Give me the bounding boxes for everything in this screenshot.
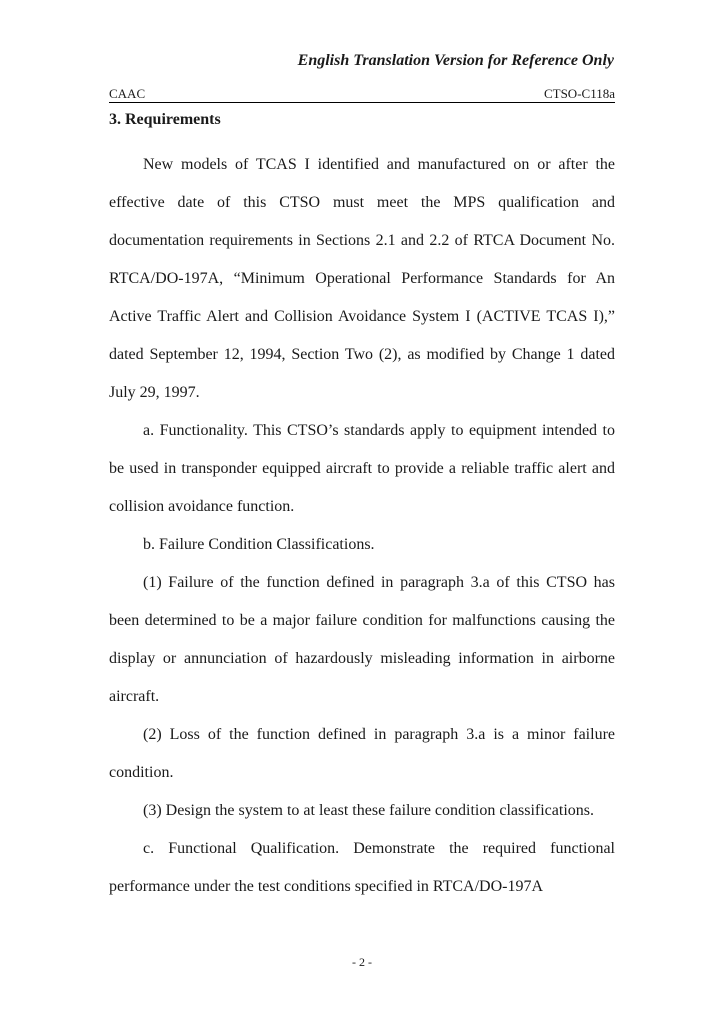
running-header: [109, 86, 615, 102]
paragraph-failure-classifications: b. Failure Condition Classifications.: [143, 536, 375, 553]
paragraph-failure-minor: (2) Loss of the function defined in paragraph 3.a is a minor failure condition.: [109, 726, 615, 781]
header-document-id: CTSO-C118a: [543, 86, 615, 101]
paragraph-design-classification: (3) Design the system to at least these failure condition classifications.: [143, 802, 594, 819]
section-heading: 3. Requirements: [109, 111, 221, 128]
document-body: [109, 110, 615, 906]
paragraph-functional-qualification: c. Functional Qualification. Demonstrate the required functional performance under the test conditions specified in RTCA/DO-197A: [109, 840, 615, 895]
header-divider: [109, 102, 615, 103]
paragraph-failure-major: (1) Failure of the function defined in paragraph 3.a of this CTSO has been determined to be a major failure condition for malfunctions causing the display or annunciation of hazardously misleading information in airborne aircraft.: [109, 574, 615, 705]
paragraph-functionality: a. Functionality. This CTSO’s standards apply to equipment intended to be used in transponder equipped aircraft to provide a reliable traffic alert and collision avoidance function.: [109, 422, 615, 515]
header-agency: CAAC: [109, 86, 146, 101]
page-number: - 2 -: [352, 955, 372, 969]
translation-banner: English Translation Version for Reference Only: [297, 52, 614, 69]
paragraph-requirements-intro: New models of TCAS I identified and manufactured on or after the effective date of this CTSO must meet the MPS qualification and documentation requirements in Sections 2.1 and 2.2 of RTCA Document No. RTCA/DO-197A, “Minimum Operational Performance Standards for An Active Traffic Alert and Collision Avoidance System I (ACTIVE TCAS I),” dated September 12, 1994, Section Two (2), as modified by Change 1 dated July 29, 1997.: [109, 156, 615, 401]
